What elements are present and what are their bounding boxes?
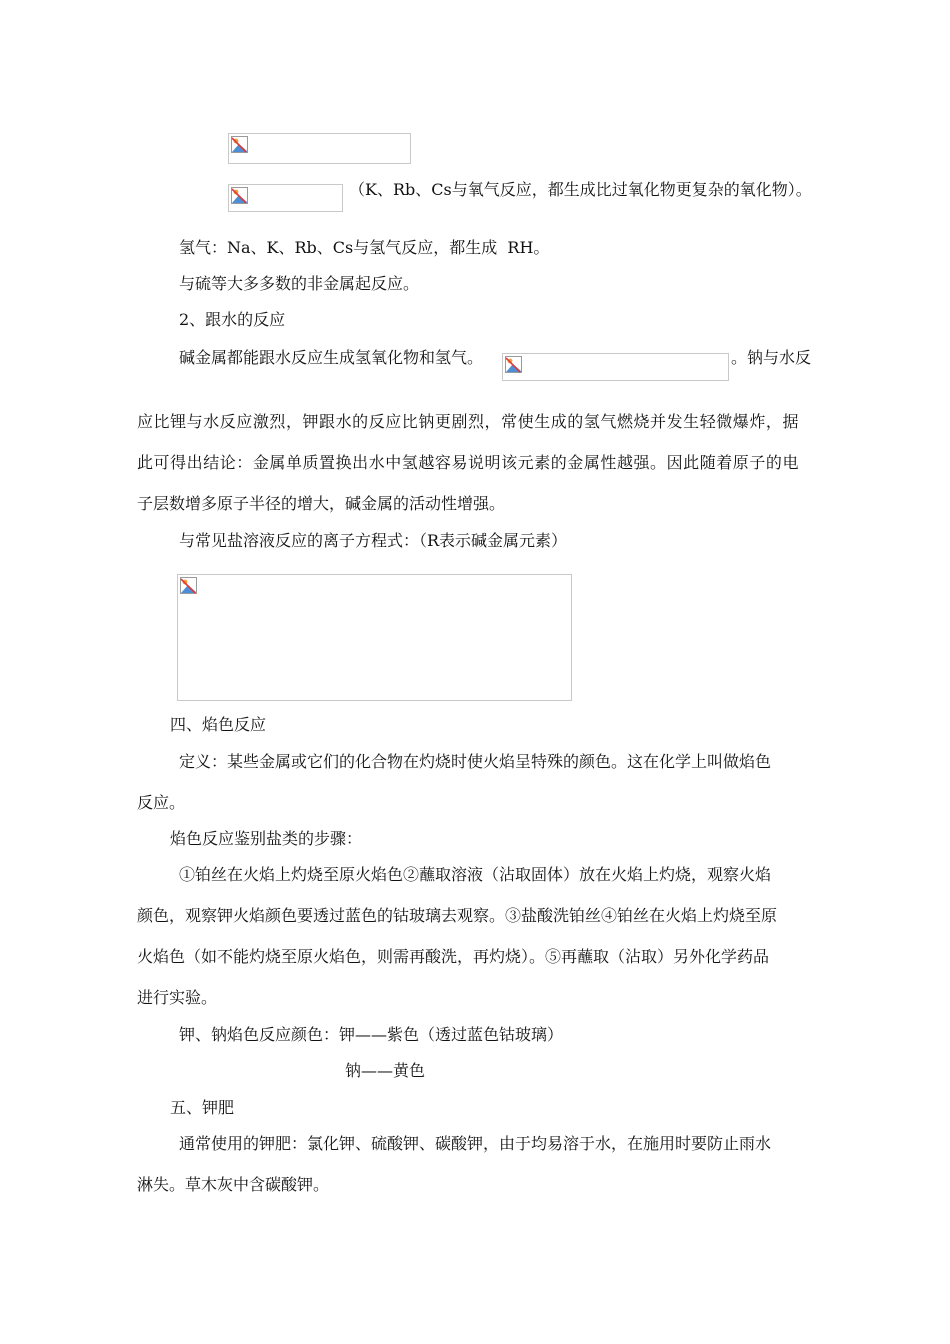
broken-image-icon bbox=[180, 577, 197, 594]
heading-flame-reaction: 四、焰色反应 bbox=[170, 715, 267, 734]
heading-water-reaction: 2、跟水的反应 bbox=[179, 310, 286, 329]
water-paragraph-line-2: 此可得出结论：金属单质置换出水中氢越容易说明该元素的金属性越强。因此随着原子的电 bbox=[137, 453, 800, 472]
potash-line-1: 通常使用的钾肥：氯化钾、硫酸钾、碳酸钾，由于均易溶于水，在施用时要防止雨水 bbox=[179, 1134, 772, 1153]
steps-line-4: 进行实验。 bbox=[137, 988, 218, 1007]
water-paragraph-start: 碱金属都能跟水反应生成氢氧化物和氢气。 bbox=[179, 348, 484, 367]
broken-image-icon bbox=[231, 187, 248, 204]
water-paragraph-line-1: 应比锂与水反应激烈，钾跟水的反应比钠更剧烈，常使生成的氢气燃烧并发生轻微爆炸，据 bbox=[137, 412, 800, 431]
formula-image-1 bbox=[228, 133, 411, 164]
steps-line-3: 火焰色（如不能灼烧至原火焰色，则需再酸洗，再灼烧）。⑤再蘸取（沾取）另外化学药品 bbox=[137, 947, 770, 966]
potash-line-2: 淋失。草木灰中含碳酸钾。 bbox=[137, 1175, 330, 1194]
definition-line-2: 反应。 bbox=[137, 793, 186, 812]
salt-solution-intro: 与常见盐溶液反应的离子方程式：（R表示碱金属元素） bbox=[179, 531, 568, 550]
hydrogen-line: 氢气：Na、K、Rb、Cs与氢气反应，都生成 RH。 bbox=[179, 238, 550, 257]
flame-colors-sodium: 钠——黄色 bbox=[345, 1061, 426, 1080]
water-reaction-equation-image bbox=[502, 353, 729, 381]
formula-image-2 bbox=[228, 184, 343, 212]
broken-image-icon bbox=[231, 136, 248, 153]
broken-image-icon bbox=[505, 356, 522, 373]
definition-line-1: 定义：某些金属或它们的化合物在灼烧时使火焰呈特殊的颜色。这在化学上叫做焰色 bbox=[179, 752, 772, 771]
salt-solution-equation-image bbox=[177, 574, 572, 701]
steps-line-1: ①铂丝在火焰上灼烧至原火焰色②蘸取溶液（沾取固体）放在火焰上灼烧，观察火焰 bbox=[179, 865, 772, 884]
water-paragraph-line-3: 子层数增多原子半径的增大，碱金属的活动性增强。 bbox=[137, 494, 506, 513]
sulfur-line: 与硫等大多多数的非金属起反应。 bbox=[179, 274, 420, 293]
flame-colors-potassium: 钾、钠焰色反应颜色：钾——紫色（透过蓝色钴玻璃） bbox=[179, 1025, 564, 1044]
steps-line-2: 颜色，观察钾火焰颜色要透过蓝色的钴玻璃去观察。③盐酸洗铂丝④铂丝在火焰上灼烧至原 bbox=[137, 906, 778, 925]
steps-title: 焰色反应鉴别盐类的步骤： bbox=[170, 829, 363, 848]
water-paragraph-start-tail: 。钠与水反 bbox=[731, 348, 812, 367]
heading-potash: 五、钾肥 bbox=[170, 1098, 235, 1117]
oxygen-note: （K、Rb、Cs与氧气反应，都生成比过氧化物更复杂的氧化物）。 bbox=[349, 180, 812, 199]
